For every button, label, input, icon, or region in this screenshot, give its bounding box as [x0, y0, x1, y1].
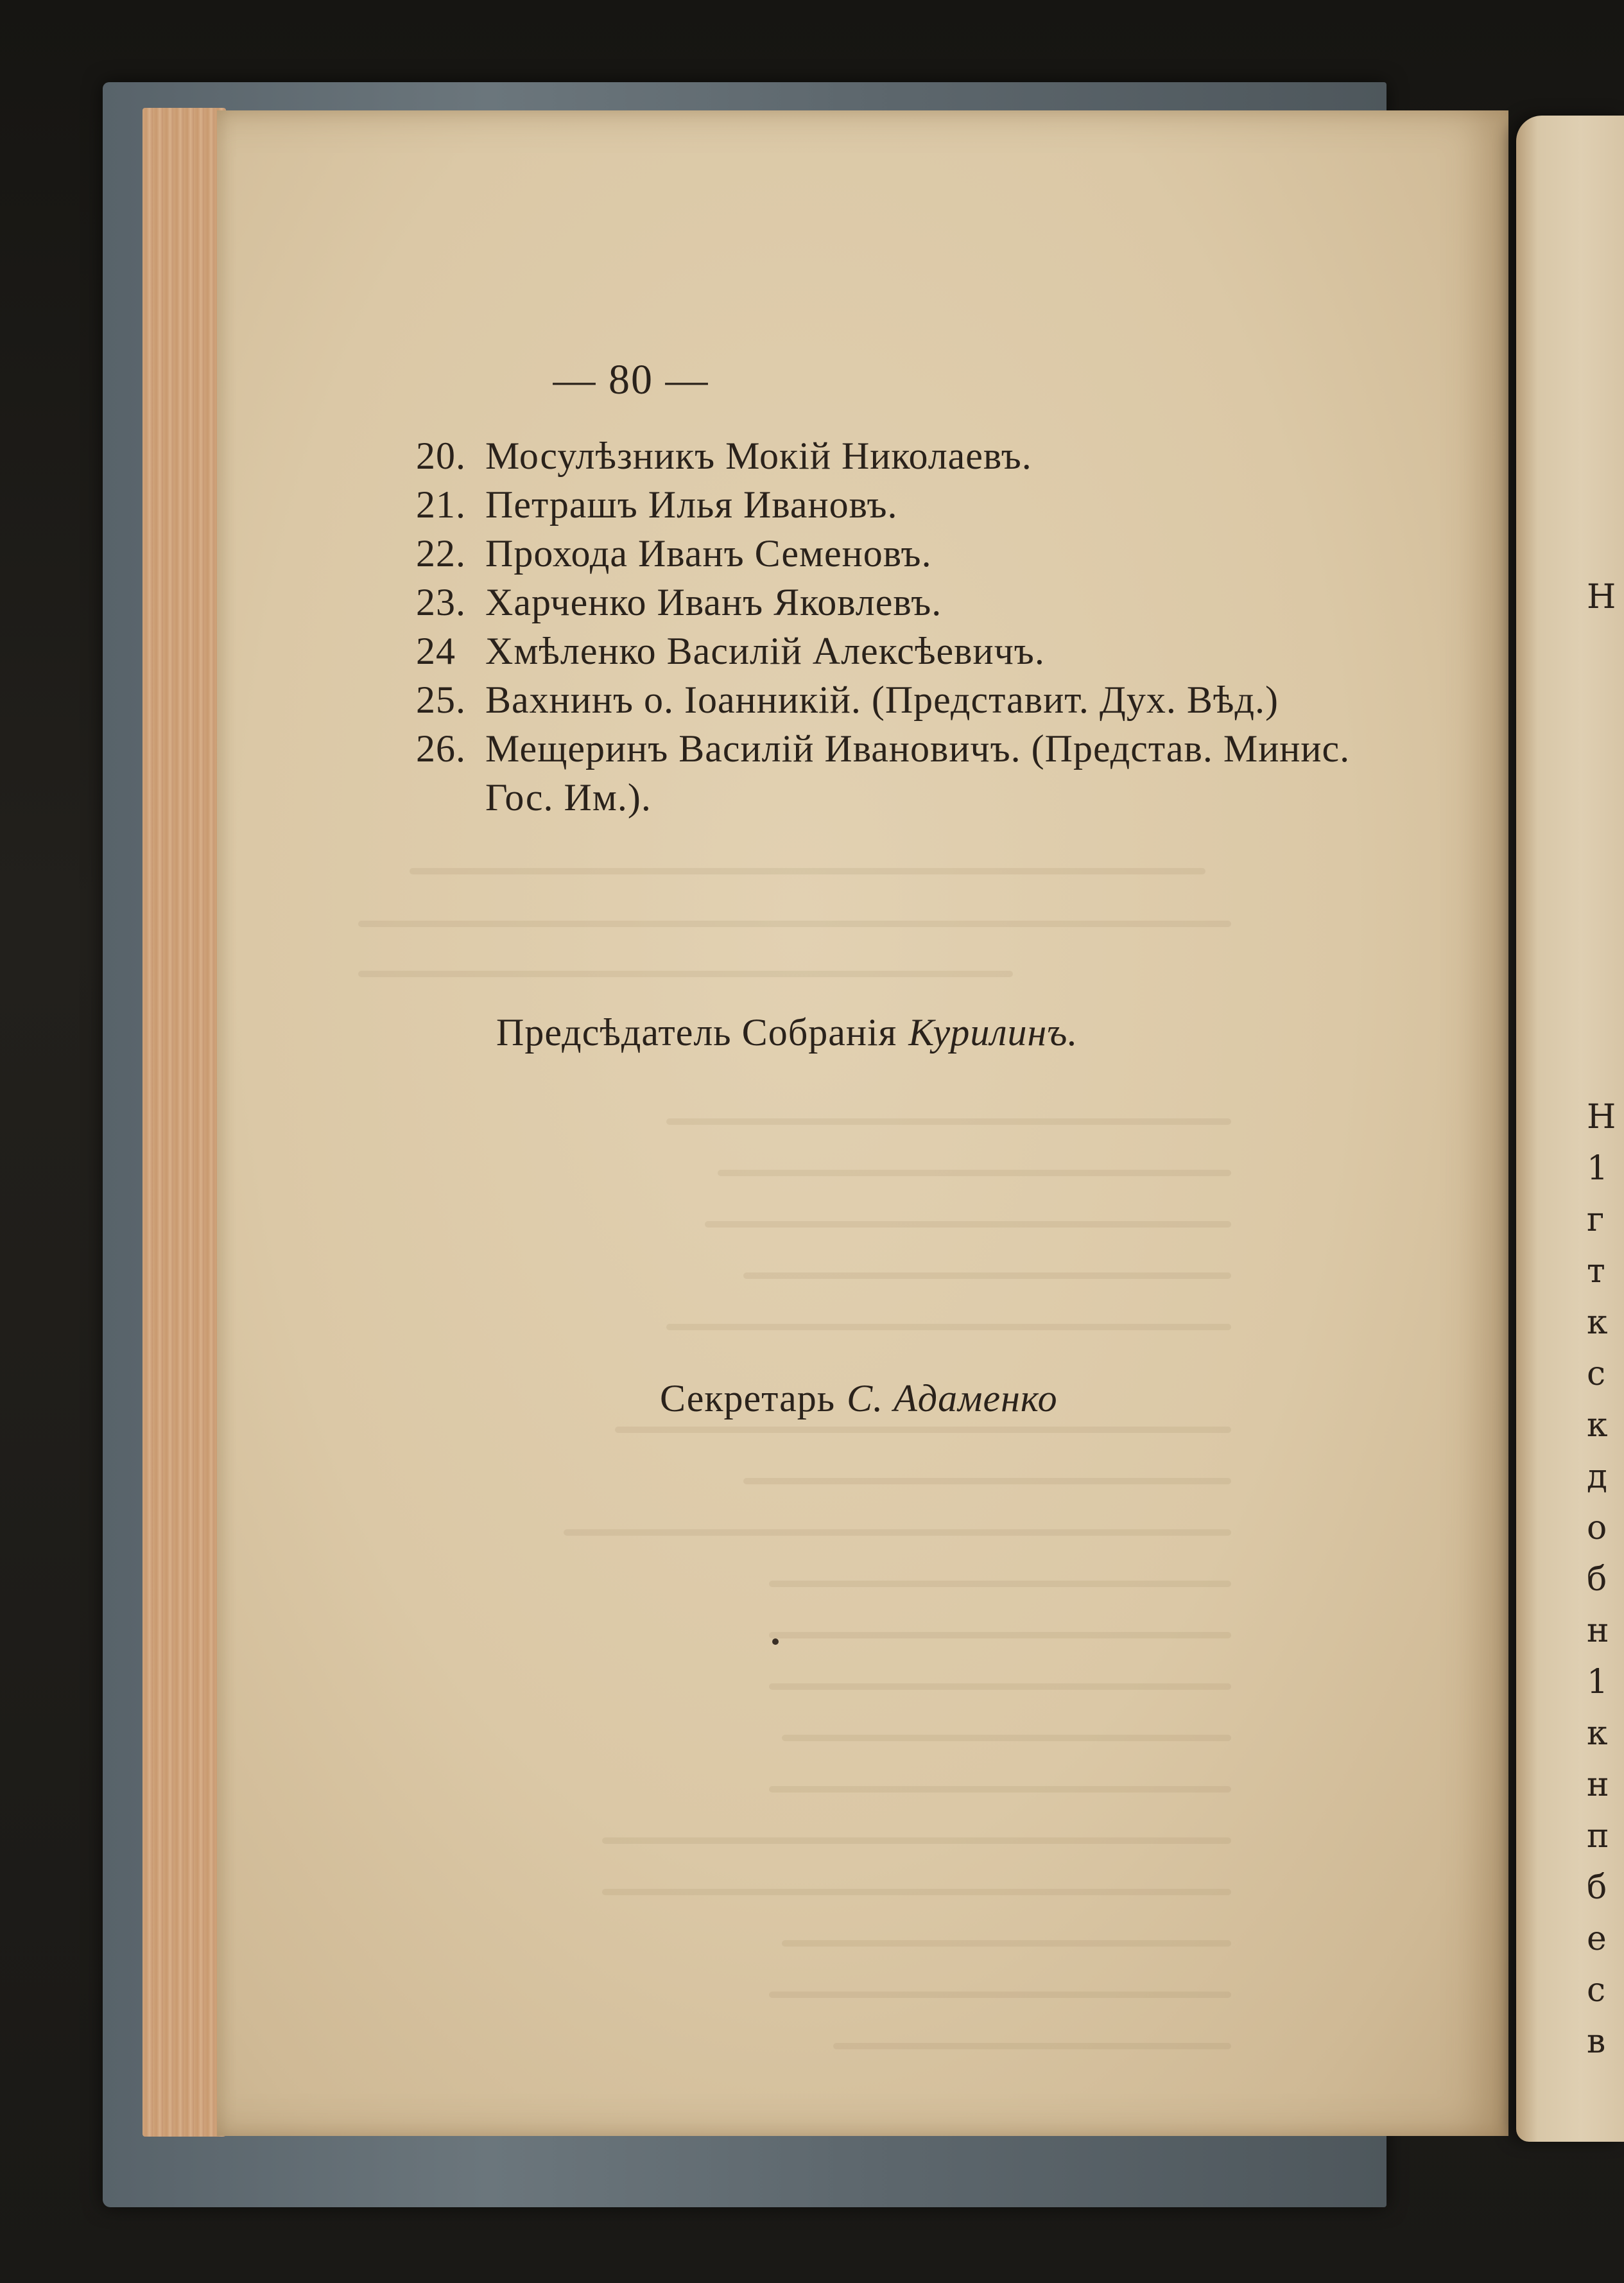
adjacent-page-fragment: е — [1587, 1920, 1607, 1958]
adjacent-page-fragment: 1 — [1587, 1663, 1609, 1701]
adjacent-page-fragment: с — [1587, 1971, 1606, 2010]
secretary-label: Секретарь — [660, 1377, 836, 1419]
adjacent-page-edge — [1516, 116, 1624, 2142]
list-item — [416, 431, 1507, 480]
adjacent-page-fragment: 1 — [1587, 1149, 1609, 1188]
adjacent-page-fragment: к — [1587, 1714, 1608, 1753]
chairman-signature: Курилинъ. — [908, 1011, 1078, 1054]
adjacent-page-fragment: т — [1587, 1252, 1605, 1290]
member-list — [416, 431, 1507, 822]
adjacent-page-fragment: к — [1587, 1406, 1608, 1445]
adjacent-page-fragment: Н — [1587, 578, 1616, 616]
list-item — [416, 675, 1507, 724]
secretary-signature-line — [660, 1376, 1058, 1421]
item-text: Харченко Иванъ Яковлевъ. — [485, 581, 942, 623]
adjacent-page-fragment: п — [1587, 1817, 1609, 1855]
ink-speck — [772, 1638, 779, 1645]
adjacent-page-fragment: д — [1587, 1457, 1608, 1496]
list-item — [416, 724, 1507, 773]
item-number: 25. — [416, 679, 466, 721]
adjacent-page-fragment: о — [1587, 1509, 1607, 1547]
page-edges — [143, 108, 226, 2137]
page-number: — 80 — — [553, 356, 709, 403]
item-text: Прохода Иванъ Семеновъ. — [485, 532, 932, 575]
item-number: 21. — [416, 483, 466, 526]
item-number: 23. — [416, 581, 466, 623]
item-number: 20. — [416, 435, 466, 477]
list-item — [416, 480, 1507, 529]
item-text: Хмѣленко Василій Алексѣевичъ. — [485, 630, 1045, 672]
adjacent-page-fragment: Н — [1587, 1098, 1616, 1136]
adjacent-page-fragment: к — [1587, 1303, 1608, 1342]
adjacent-page-fragment: н — [1587, 1766, 1609, 1804]
item-text: Мещеринъ Василій Ивановичъ. (Представ. Минис. — [485, 727, 1351, 770]
chairman-label: Предсѣдатель Собранія — [496, 1011, 897, 1054]
adjacent-page-fragment: б — [1587, 1560, 1607, 1599]
item-number: 24 — [416, 630, 456, 672]
item-text: Вахнинъ о. Іоанникій. (Представит. Дух. Вѣд.) — [485, 679, 1279, 721]
item-text: Гос. Им.). — [485, 776, 652, 819]
adjacent-page-fragment: с — [1587, 1355, 1606, 1393]
adjacent-page-fragment: в — [1587, 2022, 1606, 2061]
list-item-continuation — [416, 773, 1507, 822]
item-text: Мосулѣзникъ Мокій Николаевъ. — [485, 435, 1032, 477]
adjacent-page-fragment: н — [1587, 1611, 1609, 1650]
list-item — [416, 529, 1507, 578]
bleed-through-texture — [217, 110, 1508, 2136]
book-page — [217, 110, 1508, 2136]
adjacent-page-fragment: г — [1587, 1201, 1605, 1239]
chairman-signature-line — [496, 1011, 1078, 1055]
list-item — [416, 578, 1507, 627]
secretary-signature: С. Адаменко — [847, 1377, 1058, 1419]
adjacent-page-fragment: б — [1587, 1868, 1607, 1907]
item-text: Петрашъ Илья Ивановъ. — [485, 483, 898, 526]
item-number: 26. — [416, 727, 466, 770]
list-item — [416, 627, 1507, 675]
item-number: 22. — [416, 532, 466, 575]
